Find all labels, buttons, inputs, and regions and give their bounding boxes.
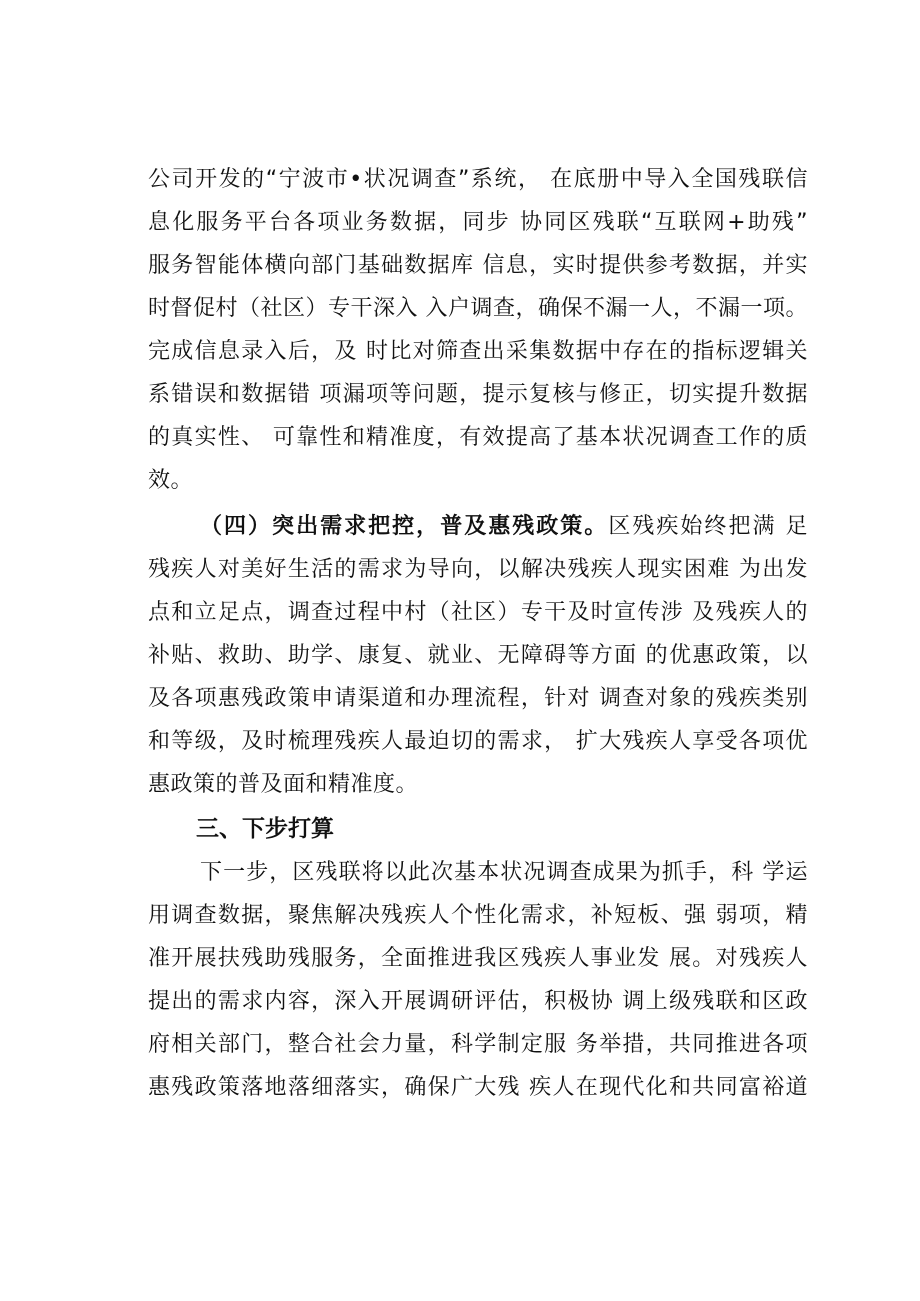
paragraph-3-line-2: 用调查数据，聚焦解决残疾人个性化需求，补短板、强 弱项，精 [148, 903, 808, 928]
paragraph-3-line-4: 提出的需求内容，深入开展调研评估，积极协 调上级残联和区政 [148, 989, 808, 1014]
paragraph-2-line-4: 及各项惠残政策申请渠道和办理流程，针对 调查对象的残疾类别 [148, 686, 808, 711]
paragraph-1-line-1: 公司开发的“宁波市•状况调查”系统， 在底册中导入全国残联信 [148, 167, 808, 192]
paragraph-2-line-2: 点和立足点，调查过程中村（社区）专干及时宣传涉 及残疾人的 [148, 600, 808, 625]
paragraph-2-lead [200, 507, 808, 547]
paragraph-3-line-1: 下一步，区残联将以此次基本状况调查成果为抓手，科 学运 [200, 860, 808, 885]
paragraph-2-line-6: 惠政策的普及面和精准度。 [148, 772, 419, 797]
paragraph-2-line-5: 和等级，及时梳理残疾人最迫切的需求， 扩大残疾人享受各项优 [148, 729, 808, 754]
paragraph-1-line-6: 系错误和数据错 项漏项等问题，提示复核与修正，切实提升数据 [148, 382, 808, 407]
paragraph-3-line-3: 准开展扶残助残服务，全面推进我区残疾人事业发 展。对残疾人 [148, 946, 808, 971]
paragraph-3-line-5: 府相关部门，整合社会力量，科学制定服 务举措，共同推进各项 [148, 1032, 808, 1057]
paragraph-2-line-1: 残疾人对美好生活的需求为导向，以解决残疾人现实困难 为出发 [148, 557, 808, 582]
paragraph-3-line-6: 惠残政策落地落细落实，确保广大残 疾人在现代化和共同富裕道 [148, 1075, 808, 1100]
paragraph-1-line-5: 完成信息录入后，及 时比对筛查出采集数据中存在的指标逻辑关 [148, 339, 808, 364]
paragraph-1-line-2: 息化服务平台各项业务数据，同步 协同区残联“互联网+助残” [148, 210, 808, 235]
paragraph-2-lead-rest: 区残疾始终把满 足 [608, 514, 808, 539]
paragraph-1-line-7: 的真实性、 可靠性和精准度，有效提高了基本状况调查工作的质 [148, 425, 808, 450]
paragraph-2-bold-title: （四）突出需求把控，普及惠残政策。 [200, 514, 609, 539]
section-heading: 三、下步打算 [196, 816, 334, 842]
paragraph-1-line-3: 服务智能体横向部门基础数据库 信息，实时提供参考数据，并实 [148, 253, 808, 278]
paragraph-1-line-4: 时督促村（社区）专干深入 入户调查，确保不漏一人，不漏一项。 [148, 296, 808, 321]
paragraph-2-line-3: 补贴、救助、助学、康复、就业、无障碍等方面 的优惠政策，以 [148, 643, 808, 668]
paragraph-1-line-8: 效。 [148, 468, 194, 493]
